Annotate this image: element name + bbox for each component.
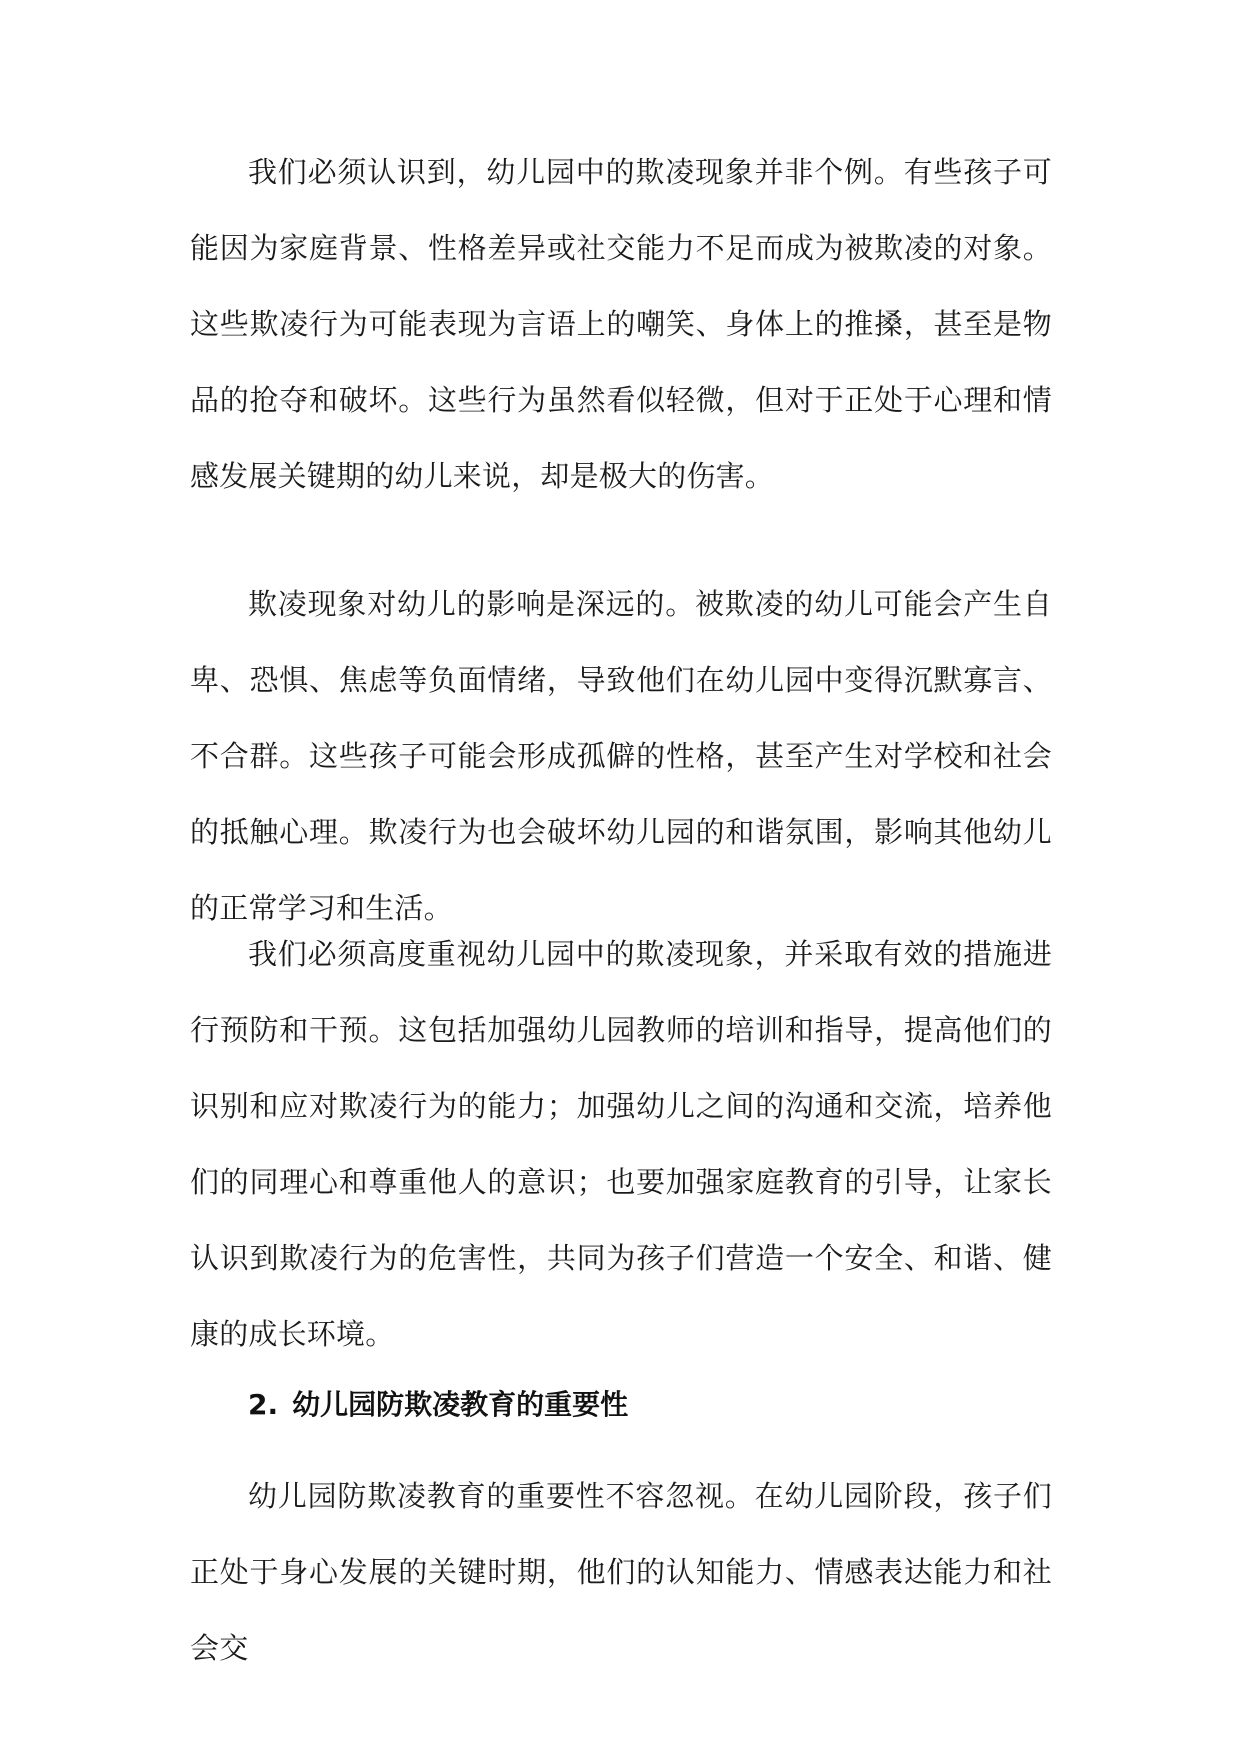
paragraph-prevention-measures: 我们必须高度重视幼儿园中的欺凌现象，并采取有效的措施进行预防和干预。这包括加强幼儿园教师的培训和指导，提高他们的识别和应对欺凌行为的能力；加强幼儿之间的沟通和交流，培养他们的同理心和尊重他人的意识；也要加强家庭教育的引导，让家长认识到欺凌行为的危害性，共同为孩子们营造一个安全、和谐、健康的成长环境。 (190, 937, 1052, 1351)
paragraph-education-importance: 幼儿园防欺凌教育的重要性不容忽视。在幼儿园阶段，孩子们正处于身心发展的关键时期，他们的认知能力、情感表达能力和社会交 (190, 1479, 1052, 1665)
paragraph-bullying-impact: 欺凌现象对幼儿的影响是深远的。被欺凌的幼儿可能会产生自卑、恐惧、焦虑等负面情绪，导致他们在幼儿园中变得沉默寡言、不合群。这些孩子可能会形成孤僻的性格，甚至产生对学校和社会的抵触心理。欺凌行为也会破坏幼儿园的和谐氛围，影响其他幼儿的正常学习和生活。 (190, 587, 1052, 925)
section-title: 幼儿园防欺凌教育的重要性 (292, 1388, 629, 1421)
section-number: 2. (248, 1388, 279, 1421)
section-heading (248, 1385, 628, 1425)
paragraph-bullying-not-isolated: 我们必须认识到，幼儿园中的欺凌现象并非个例。有些孩子可能因为家庭背景、性格差异或社交能力不足而成为被欺凌的对象。这些欺凌行为可能表现为言语上的嘲笑、身体上的推搡，甚至是物品的抢夺和破坏。这些行为虽然看似轻微，但对于正处于心理和情感发展关键期的幼儿来说，却是极大的伤害。 (190, 155, 1052, 493)
